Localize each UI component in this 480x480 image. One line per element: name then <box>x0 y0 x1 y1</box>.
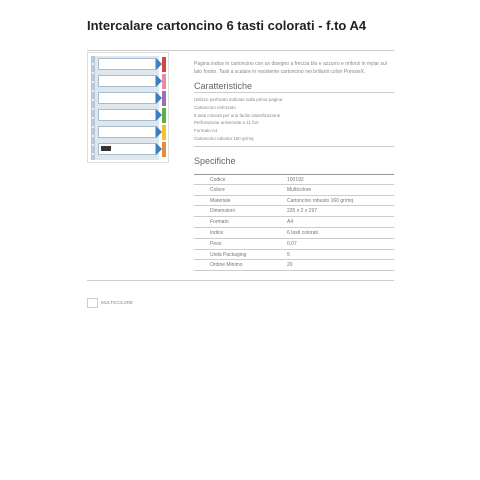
feature-item: Formato A4 <box>194 128 218 134</box>
spec-value: Multicolore <box>287 186 312 193</box>
color-swatch-label[interactable]: MULTICOLORE <box>101 300 134 305</box>
punch-hole <box>92 99 94 101</box>
footer-divider <box>87 280 394 281</box>
spec-key: Codice <box>210 177 226 183</box>
punch-hole <box>92 108 94 110</box>
spec-value: 20 <box>287 262 293 269</box>
features-heading: Caratteristiche <box>194 81 253 91</box>
features-list <box>194 96 394 143</box>
spec-key: Materiale <box>210 197 231 204</box>
punch-hole <box>92 144 94 146</box>
product-description: Pagina indice in cartoncino con un disegno a freccia blu e azzurro e rinforzi in mylar sul lato forato. Tasti a scalare in resistente cartoncino nei brillanti colori PressteX. <box>194 61 387 75</box>
index-row <box>98 75 156 87</box>
punch-hole <box>92 135 94 137</box>
spec-value: 0,07 <box>287 240 297 247</box>
feature-item: Perforazione universale a 11 fori <box>194 120 259 126</box>
punch-hole <box>92 72 94 74</box>
color-swatch[interactable] <box>87 298 98 308</box>
punch-hole <box>92 90 94 92</box>
product-image <box>87 52 169 163</box>
spec-key: Dimensioni <box>210 208 235 215</box>
table-row <box>194 250 394 261</box>
brand-logo <box>101 146 111 151</box>
spec-key: Indice <box>210 229 224 236</box>
feature-item: Utilizzo perforato indicato sulla prima pagina <box>194 97 283 102</box>
color-tab <box>162 91 166 106</box>
spec-value: 5 <box>287 251 290 258</box>
punch-hole <box>92 63 94 65</box>
spec-value: 6 tasti colorati <box>287 229 318 236</box>
table-row <box>194 239 394 250</box>
table-row <box>194 174 394 185</box>
spec-key: Colore <box>210 186 225 193</box>
color-tab <box>162 74 166 89</box>
color-tab <box>162 142 166 157</box>
index-row <box>98 109 156 121</box>
header-divider <box>87 50 394 51</box>
color-tab <box>162 57 166 72</box>
index-row <box>98 58 156 70</box>
table-row <box>194 206 394 217</box>
color-tab <box>162 125 166 140</box>
table-row <box>194 217 394 228</box>
feature-item: Cartoncino rinforzato <box>194 104 236 110</box>
spec-value: 100192 <box>287 177 304 183</box>
punch-hole <box>92 153 94 155</box>
specs-heading: Specifiche <box>194 156 236 166</box>
spec-key: Peso <box>210 240 222 247</box>
table-row <box>194 260 394 271</box>
punch-hole <box>92 126 94 128</box>
punch-hole <box>92 81 94 83</box>
table-row <box>194 228 394 239</box>
product-title: Intercalare cartoncino 6 tasti colorati - f.to A4 <box>87 18 367 33</box>
index-row <box>98 92 156 104</box>
index-row <box>98 126 156 138</box>
spec-key: Formato <box>210 219 229 226</box>
spec-key: Unità Packaging <box>210 251 247 258</box>
spec-key: Ordine Minimo <box>210 262 243 269</box>
color-tab <box>162 108 166 123</box>
features-divider <box>194 92 394 93</box>
feature-item: 6 tasti colorati per una facile classificazione <box>194 112 281 118</box>
table-row <box>194 185 394 196</box>
features-bottom-divider <box>194 146 394 147</box>
specs-table <box>194 174 394 271</box>
table-row <box>194 196 394 207</box>
spec-value: 225 x 2 x 297 <box>287 208 318 215</box>
spec-value: Cartoncino robusto 160 gr/mq <box>287 197 354 204</box>
spec-value: A4 <box>287 219 294 226</box>
punch-hole <box>92 117 94 119</box>
feature-item: Cartoncino robusto 160 gr/mq <box>194 135 254 141</box>
